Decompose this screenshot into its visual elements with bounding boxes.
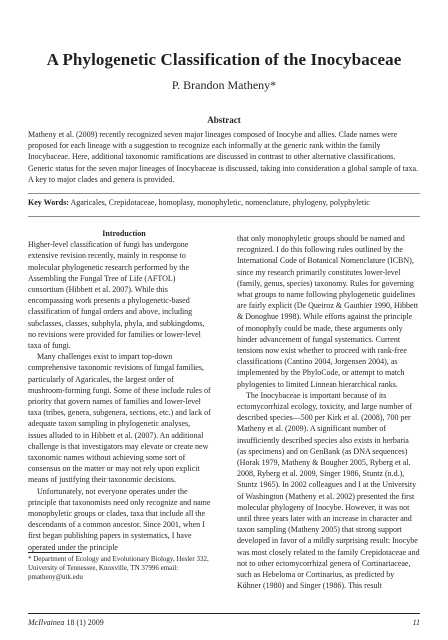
page-number: 11 (412, 618, 420, 627)
keywords-line (28, 197, 420, 208)
body-paragraph: Unfortunately, not everyone operates under the principle that taxonomists need only recognize and name monophyletic groups or clades, taxa that include all the descendants of a common ancestor. Since 2001, when I first began publishing papers in systematics, I have operated under the principle (28, 486, 211, 552)
introduction-heading: Introduction (102, 229, 146, 238)
journal-reference (28, 618, 104, 627)
keywords-top-rule (28, 193, 420, 194)
keywords-label: Key Words: (28, 198, 69, 207)
paper-title: A Phylogenetic Classification of the Inocybaceae (46, 50, 402, 69)
footnote-rule (28, 552, 82, 553)
body-paragraph: Many challenges exist to impart top-down comprehensive taxonomic revisions of fungal families, particularly of Agaricales, the largest order of mushroom-forming fungi. Some of these include rules of priority that govern names of families and lower-level taxa (tribes, genera, subgenera, sections, etc.) and lack of adequate taxon sampling in phylogenetic analyses, issues alluded to in Hibbett et al. (2007). An additional challenge is that investigators may elevate or create new taxonomic names without achieving some sort of consensus on the matter or may not rely upon explicit means of justifying their taxonomic decisions. (28, 352, 211, 485)
author-line: P. Brandon Matheny* (171, 78, 277, 92)
journal-issue: 18 (1) 2009 (66, 618, 104, 627)
body-paragraph: that only monophyletic groups should be named and recognized. I do this following rules outlined by the International Code of Botanical Nomenclature (ICBN), since my research primarily constitutes lower-level (family, genus, species) taxonomy. Rules for governing what groups to name following phylogenetic guidelines are fairly explicit (De Queiroz & Gauthier 1990, Hibbett & Donoghue 1998). While efforts against the principle of monophyly could be made, these arguments only hinder advancement of fungal systematics. Current tensions now exist whether to proceed with rank-free classifications (Cantino 2004, Jorgensen 2004), as implemented by the PhyloCode, or attempt to match phylogenies to limited Linnean hierarchical ranks. (237, 234, 419, 389)
abstract-text: Matheny et al. (2009) recently recognized seven major lineages composed of Inocybe and allies. Clade names were proposed for each lineage with a suggestion to recognize each informally at the generic rank within the family Inocybaceae. Here, additional taxonomic ramifications are discussed in contrast to other alternative classifications. Generic status for the seven major lineages of Inocybaceae is discussed, taking into consideration a global sample of taxa. A key to major clades and genera is provided. (28, 130, 419, 184)
body-paragraph: The Inocybaceae is important because of its ectomycorrhizal ecology, toxicity, and large number of described species—500 per Kirk et al. (2008), 700 per Matheny et al. (2009). A significant number of insufficiently described species also exists in herbaria (as specimens) and on GenBank (as DNA sequences) (Horak 1979, Matheny & Bougher 2005, Ryberg et al. 2008, Ryberg et al. 2009, Singer 1986, Stuntz (n.d.), Stuntz 1965). In 2002 colleagues and I at the University of Washington (Matheny et al. 2002) presented the first molecular phylogeny of Inocybe. However, it was not until three years later with an increase in character and taxon sampling (Matheny 2005) that strong support developed in favor of a mildly surprising result: Inocybe was most closely related to the family Crepidotaceae and not to other ectomycorrhizal genera of Cortinariaceae, such as Hebeloma or Cortinarius, as predicted by Kühner (1980) and Singer (1986). This result (237, 390, 420, 591)
keywords-list: Agaricales, Crepidotaceae, homoplasy, monophyletic, nomenclature, phylogeny, polyphyletic (70, 198, 370, 207)
keywords-bottom-rule (28, 216, 420, 217)
body-paragraph: Higher-level classification of fungi has undergone extensive revision recently, mainly in response to molecular phylogenetic research performed by the Assembling the Fungal Tree of Life (AFTOL) consortium (Hibbett et al. 2007). While this encompassing work presents a phylogenetic-based classification of fungal orders and above, including subclasses, classes, subphyla, phyla, and subkingdoms, no revisions were provided for families or lower-level taxa of fungi. (28, 240, 205, 351)
abstract-heading: Abstract (207, 115, 241, 125)
left-column (28, 228, 211, 553)
right-column (237, 233, 420, 592)
footer-rule (28, 613, 420, 614)
author-footnote: * Department of Ecology and Evolutionary Biology, Hesler 332, University of Tennessee, Knoxville, TN 37996 email: pmatheny@utk.edu (28, 555, 209, 582)
journal-name: McIlvainea (28, 618, 65, 627)
